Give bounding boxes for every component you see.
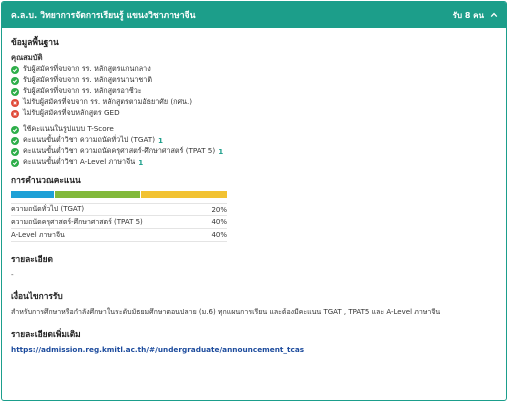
score-text: คะแนนขั้นต่ำวิชา ความถนัดครุศาสตร์-ศึกษาศาสตร์ (TPAT 5)	[23, 146, 216, 155]
card-header[interactable]	[2, 2, 506, 28]
score-min-value: 1	[218, 147, 224, 156]
qualification-text: รับผู้สมัครที่จบจาก รร. หลักสูตรอาชีวะ	[23, 86, 142, 95]
score-min-value: 1	[138, 158, 144, 167]
details-text: -	[11, 270, 14, 279]
score-text: คะแนนขั้นต่ำวิชา ความถนัดทั่วไป (TGAT)	[23, 135, 155, 144]
weight-row	[11, 216, 227, 229]
weight-subject: ความถนัดครุศาสตร์-ศึกษาศาสตร์ (TPAT 5)	[11, 217, 143, 226]
check-icon	[11, 137, 19, 145]
score-item	[11, 124, 498, 135]
weight-value: 40%	[211, 218, 227, 226]
more-info-title: รายละเอียดเพิ่มเติม	[11, 329, 81, 339]
score-item	[11, 157, 498, 168]
check-icon	[11, 148, 19, 156]
qualification-text: ไม่รับผู้สมัครที่จบจาก รร. หลักสูตรตามอัธยาศัย (กศน.)	[23, 97, 193, 106]
program-title: ค.ล.บ. วิทยาการจัดการเรียนรู้ แขนงวิชาภาษาจีน	[11, 11, 196, 21]
cross-icon	[11, 110, 19, 118]
announcement-link[interactable]: https://admission.reg.kmitl.ac.th/#/undergraduate/announcement_tcas	[11, 345, 305, 354]
qualification-title: คุณสมบัติ	[11, 53, 43, 62]
basic-info-title: ข้อมูลพื้นฐาน	[11, 37, 59, 47]
weight-value: 40%	[211, 231, 227, 239]
conditions-title: เงื่อนไขการรับ	[11, 291, 63, 301]
check-icon	[11, 126, 19, 134]
cross-icon	[11, 99, 19, 107]
check-icon	[11, 77, 19, 85]
check-icon	[11, 88, 19, 96]
qualification-list	[11, 64, 498, 119]
weight-table	[11, 203, 227, 242]
conditions-text: สำหรับการศึกษาหรือกำลังศึกษาในระดับมัธยมศึกษาตอนปลาย (ม.6) ทุกแผนการเรียน และต้องมีคะแนน TGAT , TPAT5 และ A-Level ภาษาจีน	[11, 308, 441, 316]
weight-subject: A-Level ภาษาจีน	[11, 230, 65, 239]
qualification-item	[11, 97, 498, 108]
program-card	[1, 1, 507, 401]
qualification-text: รับผู้สมัครที่จบจาก รร. หลักสูตรแกนกลาง	[23, 64, 151, 73]
weight-subject: ความถนัดทั่วไป (TGAT)	[11, 205, 85, 213]
qualification-text: รับผู้สมัครที่จบจาก รร. หลักสูตรนานาชาติ	[23, 75, 153, 84]
details-title: รายละเอียด	[11, 254, 53, 264]
seats-count: รับ 8 คน	[452, 10, 484, 20]
score-requirement-list	[11, 124, 498, 168]
check-icon	[11, 159, 19, 167]
score-item	[11, 135, 498, 146]
weight-segment	[55, 191, 141, 198]
qualification-item	[11, 64, 498, 75]
qualification-item	[11, 108, 498, 119]
weight-segment	[141, 191, 227, 198]
score-text: ใช้คะแนนในรูปแบบ T-Score	[23, 124, 114, 133]
weight-value: 20%	[211, 205, 227, 214]
weight-row	[11, 229, 227, 242]
qualification-text: ไม่รับผู้สมัครที่จบหลักสูตร GED	[23, 108, 120, 117]
score-calculation-title: การคำนวณคะแนน	[11, 175, 81, 185]
weight-segment	[11, 191, 54, 198]
weight-bar	[11, 191, 227, 198]
qualification-item	[11, 86, 498, 97]
score-item	[11, 146, 498, 157]
qualification-item	[11, 75, 498, 86]
chevron-up-icon[interactable]	[490, 11, 498, 19]
score-text: คะแนนขั้นต่ำวิชา A-Level ภาษาจีน	[23, 157, 136, 166]
check-icon	[11, 66, 19, 74]
weight-row	[11, 203, 227, 216]
score-min-value: 1	[158, 136, 164, 145]
